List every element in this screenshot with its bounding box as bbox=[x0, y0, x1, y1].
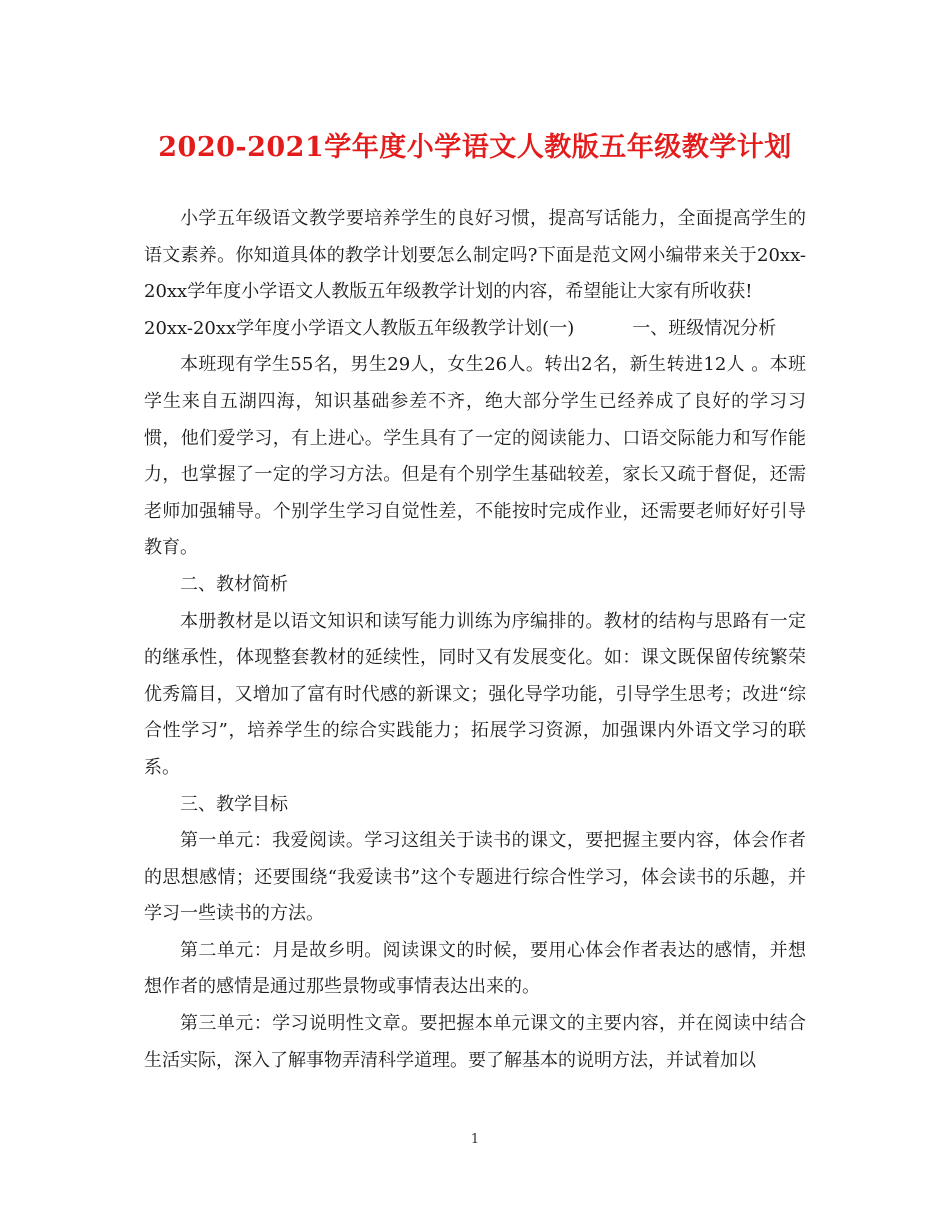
unit-paragraph: 第三单元：学习说明性文章。要把握本单元课文的主要内容，并在阅读中结合生活实际，深入了解事物弄清科学道理。要了解基本的说明方法，并试着加以 bbox=[144, 1013, 806, 1071]
document-title: 2020-2021学年度小学语文人教版五年级教学计划 bbox=[158, 132, 792, 163]
unit-paragraph: 第二单元：月是故乡明。阅读课文的时候，要用心体会作者表达的感情，并想想作者的感情是通过那些景物或事情表达出来的。 bbox=[144, 939, 806, 998]
plan-subtitle-line bbox=[144, 311, 806, 348]
document-body bbox=[144, 201, 806, 1079]
textbook-paragraph: 本册教材是以语文知识和读写能力训练为序编排的。教材的结构与思路有一定的继承性，体现整套教材的延续性，同时又有发展变化。如：课文既保留传统繁荣优秀篇目，又增加了富有时代感的新课文；强化导学功能，引导学生思考；改进“综合性学习”，培养学生的综合实践能力；拓展学习资源，加强课内外语文学习的联系。 bbox=[144, 610, 806, 778]
section-heading-class-analysis: 一、班级情况分析 bbox=[632, 317, 777, 339]
unit-paragraph: 第一单元：我爱阅读。学习这组关于读书的课文，要把握主要内容，体会作者的思想感情；还要围绕“我爱读书”这个专题进行综合性学习，体会读书的乐趣，并学习一些读书的方法。 bbox=[144, 830, 806, 925]
section-heading-textbook: 二、教材简析 bbox=[180, 573, 288, 595]
section-heading-goals: 三、教学目标 bbox=[180, 793, 288, 815]
page-number: 1 bbox=[470, 1132, 480, 1147]
class-analysis-paragraph: 本班现有学生55名，男生29人，女生26人。转出2名，新生转进12人 。本班学生来自五湖四海，知识基础参差不齐，绝大部分学生已经养成了良好的学习习惯，他们爱学习，有上进心。学生具有了一定的阅读能力、口语交际能力和写作能力，也掌握了一定的学习方法。但是有个别学生基础较差，家长又疏于督促，还需老师加强辅导。个别学生学习自觉性差，不能按时完成作业，还需要老师好好引导教育。 bbox=[144, 354, 806, 559]
intro-paragraph: 小学五年级语文教学要培养学生的良好习惯，提高写话能力，全面提高学生的语文素养。你知道具体的教学计划要怎么制定吗?下面是范文网小编带来关于20xx-20xx学年度小学语文人教版五年级教学计划的内容，希望能让大家有所收获! bbox=[144, 208, 806, 303]
plan-subtitle: 20xx-20xx学年度小学语文人教版五年级教学计划(一) bbox=[144, 317, 575, 339]
